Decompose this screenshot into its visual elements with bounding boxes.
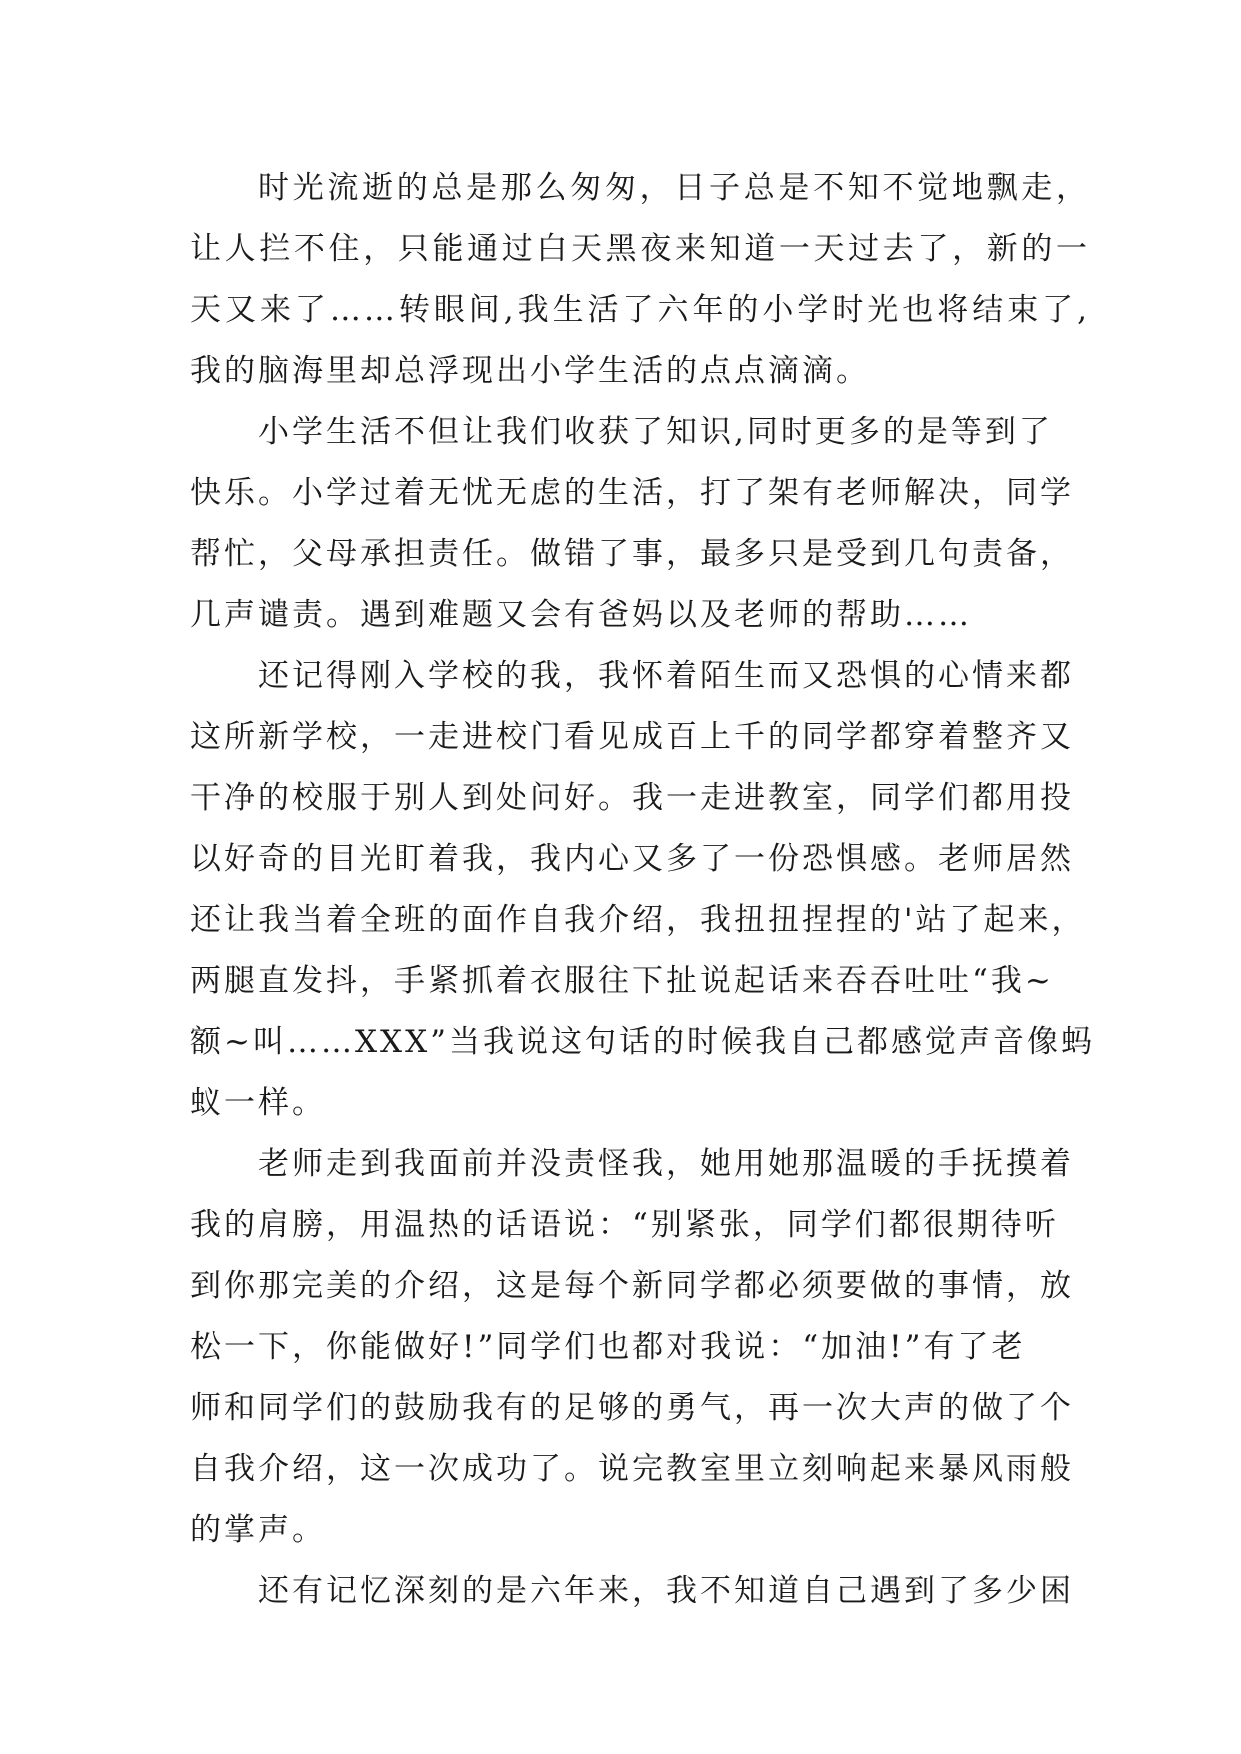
text-line: 自我介绍，这一次成功了。说完教室里立刻响起来暴风雨般 xyxy=(190,1451,1074,1487)
text-line: 这所新学校，一走进校门看见成百上千的同学都穿着整齐又 xyxy=(190,719,1074,755)
text-line: 额~叫……XXX”当我说这句话的时候我自己都感觉声音像蚂 xyxy=(190,1024,1096,1060)
text-line: 干净的校服于别人到处问好。我一走进教室，同学们都用投 xyxy=(190,780,1074,816)
text-line: 还让我当着全班的面作自我介绍，我扭扭捏捏的'站了起来， xyxy=(190,902,1086,938)
text-line: 让人拦不住，只能通过白天黑夜来知道一天过去了，新的一 xyxy=(190,231,1090,267)
text-line: 帮忙，父母承担责任。做错了事，最多只是受到几句责备， xyxy=(190,536,1074,572)
text-line: 时光流逝的总是那么匆匆，日子总是不知不觉地飘走， xyxy=(258,170,1090,206)
text-line: 的掌声。 xyxy=(190,1512,326,1548)
text-line: 两腿直发抖，手紧抓着衣服往下扯说起话来吞吞吐吐“我~ xyxy=(190,963,1054,999)
text-line: 还记得刚入学校的我，我怀着陌生而又恐惧的心情来都 xyxy=(258,658,1074,694)
text-line: 还有记忆深刻的是六年来，我不知道自己遇到了多少困 xyxy=(258,1573,1074,1609)
text-line: 小学生活不但让我们收获了知识,同时更多的是等到了 xyxy=(258,414,1053,450)
paragraph xyxy=(190,158,1090,402)
text-line: 以好奇的目光盯着我，我内心又多了一份恐惧感。老师居然 xyxy=(190,841,1074,877)
text-line: 天又来了……转眼间,我生活了六年的小学时光也将结束了, xyxy=(190,292,1090,328)
paragraph xyxy=(190,1134,1090,1561)
text-line: 蚁一样。 xyxy=(190,1085,326,1121)
paragraph xyxy=(190,1561,1090,1622)
text-line: 松一下，你能做好!”同学们也都对我说：“加油!”有了老 xyxy=(190,1329,1026,1365)
text-line: 快乐。小学过着无忧无虑的生活，打了架有老师解决，同学 xyxy=(190,475,1074,511)
text-line: 老师走到我面前并没责怪我，她用她那温暖的手抚摸着 xyxy=(258,1146,1074,1182)
text-line: 我的脑海里却总浮现出小学生活的点点滴滴。 xyxy=(190,353,870,389)
text-line: 几声谴责。遇到难题又会有爸妈以及老师的帮助…… xyxy=(190,597,972,633)
paragraph xyxy=(190,646,1096,1134)
text-line: 师和同学们的鼓励我有的足够的勇气，再一次大声的做了个 xyxy=(190,1390,1074,1426)
text-line: 我的肩膀，用温热的话语说：“别紧张，同学们都很期待听 xyxy=(190,1207,1059,1243)
paragraph xyxy=(190,402,1090,646)
text-line: 到你那完美的介绍，这是每个新同学都必须要做的事情，放 xyxy=(190,1268,1074,1304)
essay-body xyxy=(190,158,1096,1622)
